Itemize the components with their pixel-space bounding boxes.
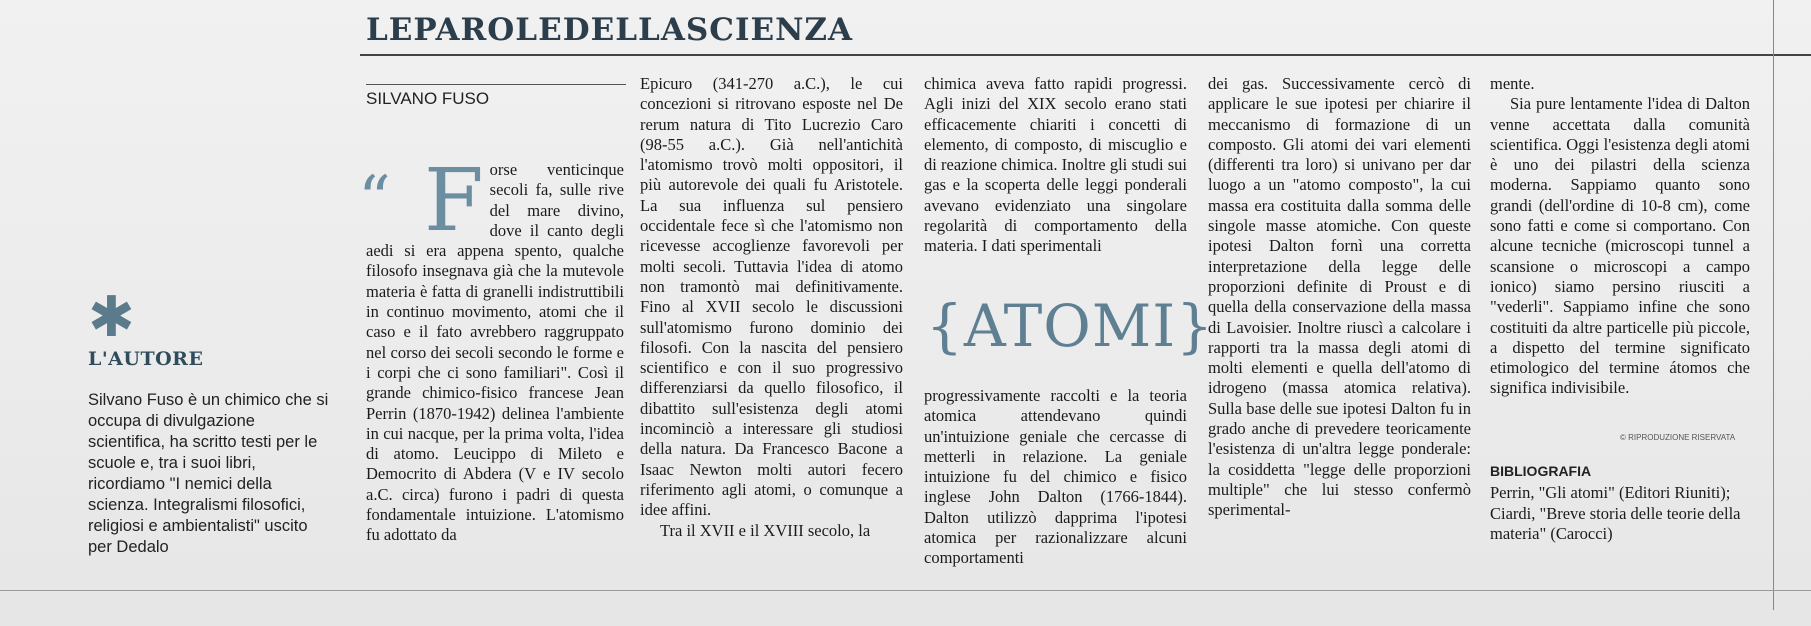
author-box-title: L'AUTORE: [88, 348, 204, 370]
article-column-3-continued: [924, 386, 1187, 569]
copyright-notice: © RIPRODUZIONE RISERVATA: [1620, 433, 1736, 442]
article-column-5: [1490, 74, 1750, 399]
article-text: chimica aveva fatto rapidi progressi. Agli inizi del XIX secolo erano stati efficacemente chiariti i concetti di elemento, di composto, di miscuglio e di reazione chimica. Inoltre gli studi sui gas e la scoperta delle leggi ponderali avevano evidenziato una singolare regolarità di comportamento della materia. I dati sperimentali: [924, 74, 1187, 256]
dropcap-block: [358, 151, 624, 546]
bibliography-title: BIBLIOGRAFIA: [1490, 463, 1592, 479]
article-text: Tra il XVII e il XVIII secolo, la: [660, 520, 871, 540]
article-column-4: [1208, 74, 1471, 521]
article-column-2: [640, 74, 903, 541]
article-text: orse venticinque secoli fa, sulle rive del mare divino, dove il canto degli aedi si era appena spento, qualche filosofo insegnava già che la mutevole materia è fatta di granelli indistruttibili in continuo movimento, atomi che il caso e il fato avrebbero raggruppato nel corso dei secoli secondo le forme e i corpi che ci sono familiari". Così il grande chimico-fisico francese Jean Perrin (1870-1942) delinea l'ambiente in cui nacque, per la prima volta, l'idea di atomo. Leucippo di Mileto e Democrito di Abdera (V e IV secolo a.C. circa) furono i padri di questa fondamentale intuizione. L'atomismo fu adottato da: [366, 160, 624, 545]
dropcap-letter: F: [424, 151, 484, 251]
bottom-rule: [0, 590, 1811, 591]
article-column-1: [358, 151, 624, 546]
author-bio: Silvano Fuso è un chimico che si occupa di divulgazione scientifica, ha scritto testi per le scuole e, tra i suoi libri, ricordiamo "I nemici della scienza. Integralismi filosofici, religiosi e ambientalisti" uscito per Dedalo: [88, 391, 329, 556]
section-masthead: LEPAROLEDELLASCIENZA: [366, 12, 854, 48]
bibliography-text: Perrin, "Gli atomi" (Editori Riuniti); Ciardi, "Breve storia delle teorie della materia" (Carocci): [1490, 483, 1741, 543]
byline: SILVANO FUSO: [366, 84, 626, 109]
open-quote-mark: “: [358, 163, 391, 237]
article-text: Epicuro (341-270 a.C.), le cui concezioni si ritrovano esposte nel De rerum natura di Tito Lucrezio Caro (98-55 a.C.). Già nell'antichità l'atomismo trovò molti oppositori, il più autorevole dei quali fu Aristotele. La sua influenza sul pensiero occidentale fece sì che l'atomismo non ricevesse accoglienze favorevoli per molti secoli. Tuttavia l'idea di atomo non tramontò mai definitivamente. Fino al XVII secolo le discussioni sull'atomismo furono dominio dei filosofi. Con la nascita del pensiero scientifico e con il suo progressivo differenziarsi da quello filosofico, il dibattito sull'esistenza degli atomi incominciò a interessare gli studiosi della natura. Da Francesco Bacone a Isaac Newton molti autori fecero riferimento agli atomi, o comunque a idee affini.: [640, 74, 903, 520]
article-text: dei gas. Successivamente cercò di applicare le sue ipotesi per chiarire il meccanismo di formazione di un composto. Gli atomi dei vari elementi (differenti tra loro) si univano per dar luogo a un "atomo composto", la cui massa era costituita dalla somma delle singole masse atomiche. Con queste ipotesi Dalton fornì una corretta interpretazione della legge delle proporzioni definite di Proust e di quella della conservazione della massa di Lavoisier. Inoltre riuscì a calcolare i rapporti tra la massa degli atomi di molti elementi e quella dell'atomo di idrogeno (massa atomica relativa). Sulla base delle sue ipotesi Dalton fu in grado anche di prevedere teoricamente l'esistenza di un'altra legge ponderale: la cosiddetta "legge delle proporzioni multiple" che lui stesso confermò sperimental-: [1208, 74, 1471, 520]
article-text: Sia pure lentamente l'idea di Dalton venne accettata dalla comunità scientifica. Oggi l'esistenza degli atomi è uno dei pilastri della scienza moderna. Sappiamo quanto sono grandi (dell'ordine di 10-8 cm), come sono fatti e come si comportano. Con alcune tecniche (microscopi tunnel a scansione o microscopi a campo ionico) siamo persino riusciti a "vederli". Sappiamo infine che sono costituiti da altre particelle più piccole, a dispetto del termine significato etimologico del termine átomos che significa indivisibile.: [1490, 94, 1750, 398]
headline-atomi: {ATOMI}: [926, 292, 1215, 360]
top-rule: [360, 54, 1811, 56]
asterisk-icon: ✱: [88, 285, 135, 350]
column-rule: [1773, 0, 1774, 610]
article-text: mente.: [1490, 74, 1535, 93]
article-text: progressivamente raccolti e la teoria atomica attendevano quindi un'intuizione geniale che cercasse di metterli in relazione. La geniale intuizione fu del chimico e fisico inglese John Dalton (1766-1844). Dalton utilizzò dapprima l'ipotesi atomica per razionalizzare alcuni comportamenti: [924, 386, 1187, 568]
article-column-3: [924, 74, 1187, 257]
